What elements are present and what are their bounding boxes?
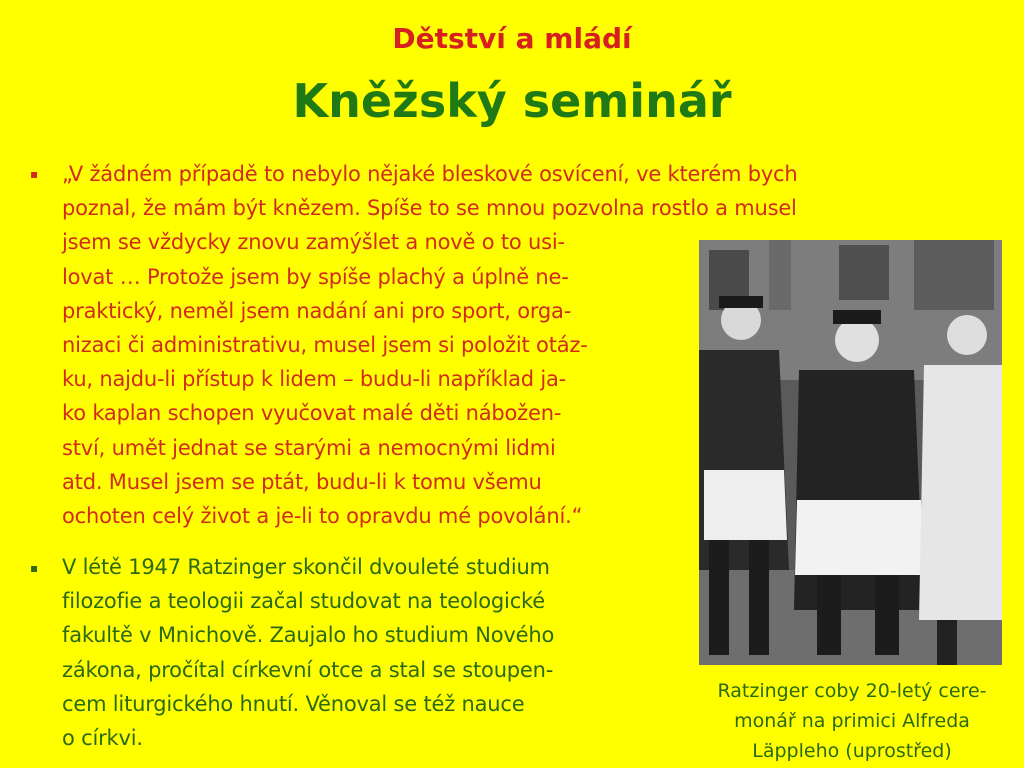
quote-line: nizaci či administrativu, musel jsem si položit otáz- <box>62 333 588 358</box>
quote-line: ství, umět jednat se starými a nemocnými lidmi <box>62 435 556 460</box>
photo-caption <box>680 676 1024 766</box>
clergy-photo-illustration <box>699 240 1002 665</box>
clergy-photo <box>699 240 1002 665</box>
slide-subtitle: Dětství a mládí <box>392 22 632 55</box>
bullet-icon: ▪ <box>30 167 39 181</box>
quote-line: praktický, neměl jsem nadání ani pro sport, orga- <box>62 298 572 323</box>
bio-line: V létě 1947 Ratzinger skončil dvouleté studium <box>62 555 550 579</box>
bio-paragraph <box>62 550 554 755</box>
bio-line: zákona, pročítal církevní otce a stal se stoupen- <box>62 657 554 682</box>
quote-line: „V žádném případě to nebylo nějaké bleskové osvícení, ve kterém bych <box>62 162 798 186</box>
quote-line: poznal, že mám být knězem. Spíše to se mnou pozvolna rostlo a musel <box>62 196 797 221</box>
quote-line: ku, najdu-li přístup k lidem – budu-li například ja- <box>62 367 567 392</box>
quote-paragraph <box>62 157 798 533</box>
quote-line: lovat … Protože jsem by spíše plachý a úplně ne- <box>62 264 569 289</box>
quote-line: jsem se vždycky znovu zamýšlet a nově o to usi- <box>62 230 565 255</box>
caption-line: Läppleho (uprostřed) <box>752 740 952 762</box>
bio-line: cem liturgického hnutí. Věnoval se též nauce <box>62 691 525 716</box>
quote-line: atd. Musel jsem se ptát, budu-li k tomu všemu <box>62 469 542 494</box>
quote-line: ko kaplan schopen vyučovat malé děti nábožen- <box>62 401 562 426</box>
bullet-icon: ▪ <box>30 561 39 575</box>
bio-line: fakultě v Mnichově. Zaujalo ho studium Nového <box>62 623 555 648</box>
caption-line: Ratzinger coby 20-letý cere- <box>717 680 987 702</box>
bio-line: filozofie a teologii začal studovat na teologické <box>62 589 545 614</box>
slide-title: Kněžský seminář <box>292 74 732 128</box>
caption-line: monář na primici Alfreda <box>734 710 970 732</box>
bio-line: o církvi. <box>62 726 143 751</box>
quote-line: ochoten celý život a je-li to opravdu mé povolání.“ <box>62 504 583 529</box>
